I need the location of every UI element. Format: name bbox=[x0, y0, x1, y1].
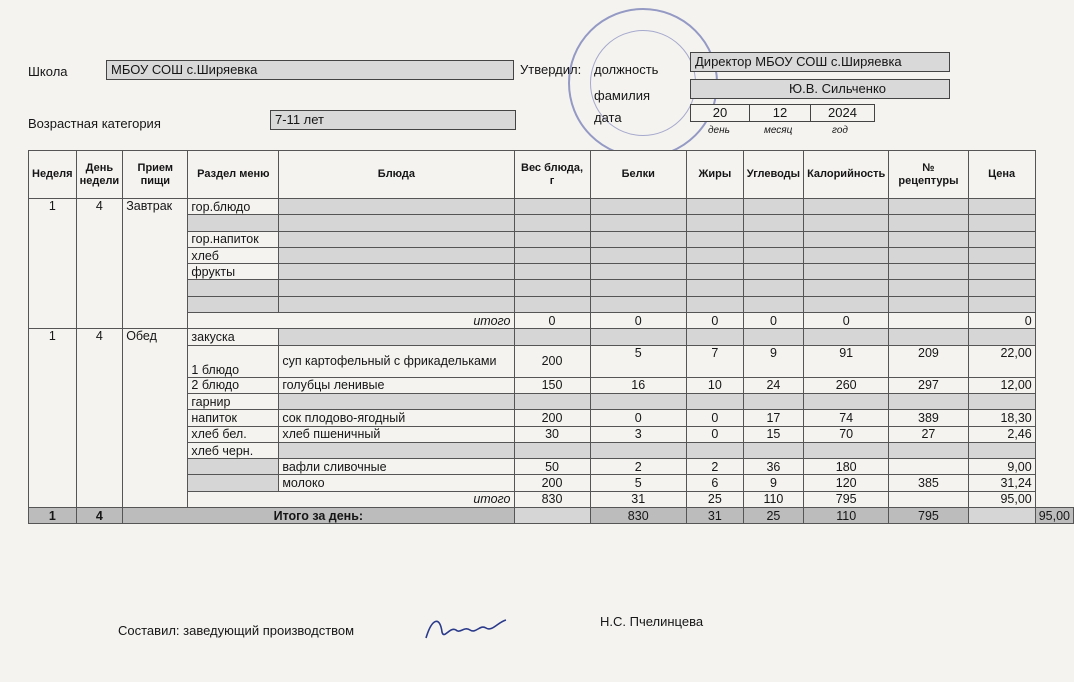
protein-cell: 5 bbox=[590, 475, 686, 491]
school-value: МБОУ СОШ с.Ширяевка bbox=[106, 60, 514, 80]
day-total-fat: 25 bbox=[743, 508, 803, 524]
lunch-total-fat: 25 bbox=[686, 491, 743, 507]
dish-cell: вафли сливочные bbox=[279, 459, 514, 475]
section-cell: хлеб бел. bbox=[188, 426, 279, 442]
surname-label: фамилия bbox=[594, 88, 651, 103]
date-day: 20 bbox=[690, 104, 750, 122]
breakfast-total-price: 0 bbox=[968, 313, 1035, 329]
price-cell: 9,00 bbox=[968, 459, 1035, 475]
price-cell: 18,30 bbox=[968, 410, 1035, 426]
section-cell: 2 блюдо bbox=[188, 377, 279, 393]
section-cell: закуска bbox=[188, 329, 279, 345]
weight-cell: 150 bbox=[514, 377, 590, 393]
lunch-total-price: 95,00 bbox=[968, 491, 1035, 507]
breakfast-total-weight: 0 bbox=[514, 313, 590, 329]
col-calories: Калорийность bbox=[804, 151, 889, 199]
date-month: 12 bbox=[749, 104, 811, 122]
day-total-row bbox=[29, 508, 1074, 524]
position-value: Директор МБОУ СОШ с.Ширяевка bbox=[690, 52, 950, 72]
section-cell bbox=[188, 459, 279, 475]
col-weight: Вес блюда, г bbox=[514, 151, 590, 199]
section-cell bbox=[188, 215, 279, 231]
col-day: День недели bbox=[76, 151, 123, 199]
month-caption: месяц bbox=[764, 125, 793, 136]
section-cell: хлеб черн. bbox=[188, 442, 279, 458]
age-label: Возрастная категория bbox=[28, 116, 161, 131]
compiler-name: Н.С. Пчелинцева bbox=[600, 614, 704, 629]
dish-cell: молоко bbox=[279, 475, 514, 491]
calories-cell: 91 bbox=[804, 345, 889, 377]
section-cell: гарнир bbox=[188, 393, 279, 409]
weight-cell: 200 bbox=[514, 345, 590, 377]
section-cell: гор.блюдо bbox=[188, 199, 279, 215]
section-cell: гор.напиток bbox=[188, 231, 279, 247]
breakfast-day: 4 bbox=[76, 199, 123, 329]
col-week: Неделя bbox=[29, 151, 77, 199]
col-recipe: № рецептуры bbox=[889, 151, 968, 199]
price-cell: 31,24 bbox=[968, 475, 1035, 491]
weight-cell: 30 bbox=[514, 426, 590, 442]
protein-cell: 0 bbox=[590, 410, 686, 426]
day-total-carbs: 110 bbox=[804, 508, 889, 524]
col-section: Раздел меню bbox=[188, 151, 279, 199]
col-fat: Жиры bbox=[686, 151, 743, 199]
date-label: дата bbox=[594, 110, 622, 125]
weight-cell: 200 bbox=[514, 410, 590, 426]
menu-table bbox=[28, 150, 1074, 524]
recipe-cell: 209 bbox=[889, 345, 968, 377]
day-total-week: 1 bbox=[29, 508, 77, 524]
breakfast-total-carbs: 0 bbox=[743, 313, 803, 329]
breakfast-total-fat: 0 bbox=[686, 313, 743, 329]
calories-cell: 120 bbox=[804, 475, 889, 491]
fat-cell: 0 bbox=[686, 426, 743, 442]
dish-cell: голубцы ленивые bbox=[279, 377, 514, 393]
lunch-day: 4 bbox=[76, 329, 123, 508]
protein-cell: 2 bbox=[590, 459, 686, 475]
carbs-cell: 9 bbox=[743, 345, 803, 377]
section-cell: хлеб bbox=[188, 247, 279, 263]
col-carbs: Углеводы bbox=[743, 151, 803, 199]
col-dish: Блюда bbox=[279, 151, 514, 199]
surname-value: Ю.В. Сильченко bbox=[690, 79, 950, 99]
weight-cell: 200 bbox=[514, 475, 590, 491]
recipe-cell bbox=[889, 459, 968, 475]
section-cell bbox=[188, 280, 279, 296]
calories-cell: 260 bbox=[804, 377, 889, 393]
dish-cell: хлеб пшеничный bbox=[279, 426, 514, 442]
date-year: 2024 bbox=[810, 104, 875, 122]
section-cell bbox=[188, 296, 279, 312]
protein-cell: 16 bbox=[590, 377, 686, 393]
section-cell: 1 блюдо bbox=[188, 345, 279, 377]
fat-cell: 2 bbox=[686, 459, 743, 475]
approved-label: Утвердил: bbox=[520, 62, 582, 77]
calories-cell: 74 bbox=[804, 410, 889, 426]
calories-cell: 70 bbox=[804, 426, 889, 442]
recipe-cell: 297 bbox=[889, 377, 968, 393]
protein-cell: 3 bbox=[590, 426, 686, 442]
compiled-label: Составил: заведующий производством bbox=[118, 623, 355, 638]
lunch-total-weight: 830 bbox=[514, 491, 590, 507]
position-label: должность bbox=[594, 62, 659, 77]
carbs-cell: 17 bbox=[743, 410, 803, 426]
day-total-price: 95,00 bbox=[1035, 508, 1073, 524]
age-value: 7-11 лет bbox=[270, 110, 516, 130]
lunch-week: 1 bbox=[29, 329, 77, 508]
section-cell: напиток bbox=[188, 410, 279, 426]
breakfast-week: 1 bbox=[29, 199, 77, 329]
day-total-calories: 795 bbox=[889, 508, 968, 524]
price-cell: 12,00 bbox=[968, 377, 1035, 393]
lunch-meal: Обед bbox=[123, 329, 188, 508]
day-total-weight: 830 bbox=[590, 508, 686, 524]
recipe-cell: 27 bbox=[889, 426, 968, 442]
section-cell bbox=[188, 475, 279, 491]
signature bbox=[420, 612, 510, 644]
fat-cell: 10 bbox=[686, 377, 743, 393]
table-row bbox=[29, 329, 1074, 345]
fat-cell: 6 bbox=[686, 475, 743, 491]
recipe-cell: 385 bbox=[889, 475, 968, 491]
col-protein: Белки bbox=[590, 151, 686, 199]
protein-cell: 5 bbox=[590, 345, 686, 377]
lunch-total-protein: 31 bbox=[590, 491, 686, 507]
price-cell: 2,46 bbox=[968, 426, 1035, 442]
weight-cell: 50 bbox=[514, 459, 590, 475]
table-row bbox=[29, 199, 1074, 215]
day-total-protein: 31 bbox=[686, 508, 743, 524]
carbs-cell: 24 bbox=[743, 377, 803, 393]
section-cell: фрукты bbox=[188, 264, 279, 280]
day-total-day: 4 bbox=[76, 508, 123, 524]
breakfast-total-protein: 0 bbox=[590, 313, 686, 329]
carbs-cell: 36 bbox=[743, 459, 803, 475]
breakfast-total-calories: 0 bbox=[804, 313, 889, 329]
fat-cell: 0 bbox=[686, 410, 743, 426]
price-cell: 22,00 bbox=[968, 345, 1035, 377]
breakfast-meal: Завтрак bbox=[123, 199, 188, 329]
breakfast-total-label: итого bbox=[188, 313, 514, 329]
fat-cell: 7 bbox=[686, 345, 743, 377]
year-caption: год bbox=[832, 125, 848, 136]
dish-cell: сок плодово-ягодный bbox=[279, 410, 514, 426]
calories-cell: 180 bbox=[804, 459, 889, 475]
col-price: Цена bbox=[968, 151, 1035, 199]
table-header-row bbox=[29, 151, 1074, 199]
day-total-label: Итого за день: bbox=[123, 508, 514, 524]
carbs-cell: 9 bbox=[743, 475, 803, 491]
col-meal: Прием пищи bbox=[123, 151, 188, 199]
lunch-total-calories: 795 bbox=[804, 491, 889, 507]
school-label: Школа bbox=[28, 64, 68, 79]
lunch-total-label: итого bbox=[188, 491, 514, 507]
lunch-total-carbs: 110 bbox=[743, 491, 803, 507]
recipe-cell: 389 bbox=[889, 410, 968, 426]
day-caption: день bbox=[708, 125, 730, 136]
carbs-cell: 15 bbox=[743, 426, 803, 442]
dish-cell: суп картофельный с фрикадельками bbox=[279, 345, 514, 377]
